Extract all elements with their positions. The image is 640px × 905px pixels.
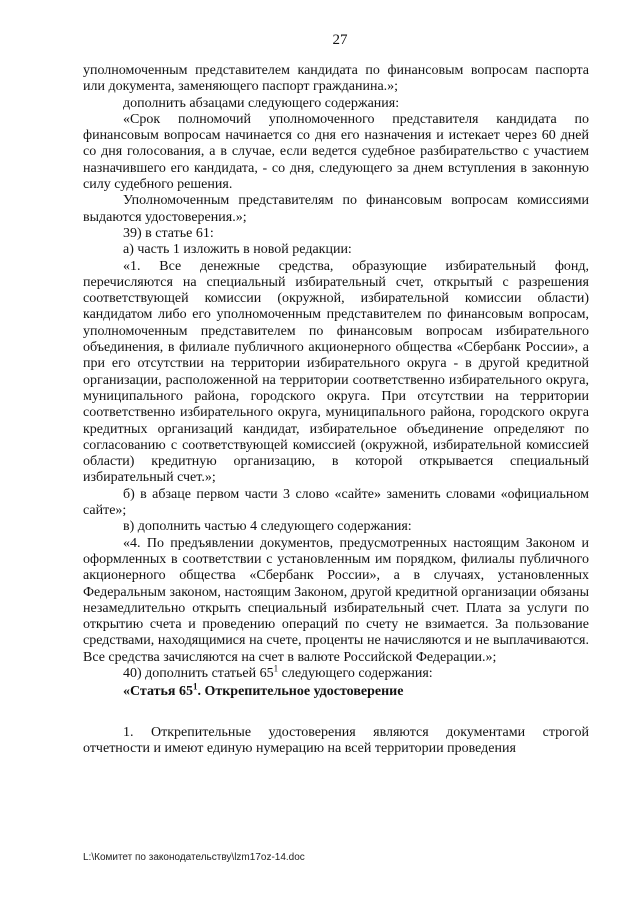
article-heading	[83, 681, 589, 700]
heading-text: «Статья 65	[123, 684, 193, 700]
paragraph: «4. По предъявлении документов, предусмотренных настоящим Законом и оформленных в соответствии с установленным им порядком, филиалы публичного акционерного общества «Сбербанк России», а в случаях, установленных Федеральным законом, настоящим Законом, другой кредитной организации обязаны незамедлительно открыть специальный избирательный счет. Плата за услуги по открытию счета и проведению операций по счету не взимается. За пользование средствами, находящимися на счете, проценты не начисляются и не выплачиваются. Все средства зачисляются на счет в валюте Российской Федерации.»;	[83, 535, 589, 665]
page-number: 27	[332, 32, 348, 48]
paragraph	[83, 663, 589, 682]
paragraph-text: 40) дополнить статьей 65	[123, 665, 274, 681]
superscript: 1	[192, 681, 198, 692]
superscript: 1	[273, 663, 279, 674]
paragraph: «Срок полномочий уполномоченного представителя кандидата по финансовым вопросам начинается со дня его назначения и истекает через 60 дней со дня голосования, а в случае, если ведется судебное разбирательство с участием назначившего его кандидата, - со дня, следующего за днем вступления в законную силу судебного решения.	[83, 111, 589, 193]
paragraph: б) в абзаце первом части 3 слово «сайте» заменить словами «официальном сайте»;	[83, 486, 589, 519]
paragraph: Уполномоченным представителям по финансовым вопросам комиссиями выдаются удостоверения.»;	[83, 193, 589, 225]
paragraph: уполномоченным представителем кандидата по финансовым вопросам паспорта или документа, заменяющего паспорт гражданина.»;	[83, 63, 589, 95]
paragraph: 1. Открепительные удостоверения являются документами строгой отчетности и имеют единую нумерацию на всей территории проведения	[83, 724, 589, 756]
paragraph: а) часть 1 изложить в новой редакции:	[123, 242, 352, 258]
paragraph: «1. Все денежные средства, образующие избирательный фонд, перечисляются на специальный избирательный счет, открытый с разрешения соответствующей комиссии (окружной, избирательной комиссии области) кандидатом либо его уполномоченным представителем по финансовым вопросам, уполномоченным представителем по финансовым вопросам избирательного объединения, в филиале публичного акционерного общества «Сбербанк России», а при его отсутствии на территории избирательного округа - в другой кредитной организации, расположенной на территории соответственно избирательного округа, муниципального района, городского округа. При отсутствии на территории соответственно избирательного округа, муниципального района, городского округа кредитных организаций кандидат, избирательное объединение определяют по согласованию с соответствующей комиссией (окружной, избирательной комиссией области) кредитную организацию, в которой открывается специальный избирательный счет.»;	[83, 258, 589, 486]
footer-file-path: L:\Комитет по законодательству\lzm17oz-14.doc	[83, 852, 305, 863]
paragraph: 39) в статье 61:	[123, 225, 214, 241]
paragraph-text: следующего содержания:	[278, 665, 433, 681]
heading-text: . Открепительное удостоверение	[197, 684, 404, 700]
paragraph: в) дополнить частью 4 следующего содержания:	[123, 519, 412, 535]
document-body	[83, 63, 589, 757]
paragraph: дополнить абзацами следующего содержания:	[123, 95, 400, 111]
